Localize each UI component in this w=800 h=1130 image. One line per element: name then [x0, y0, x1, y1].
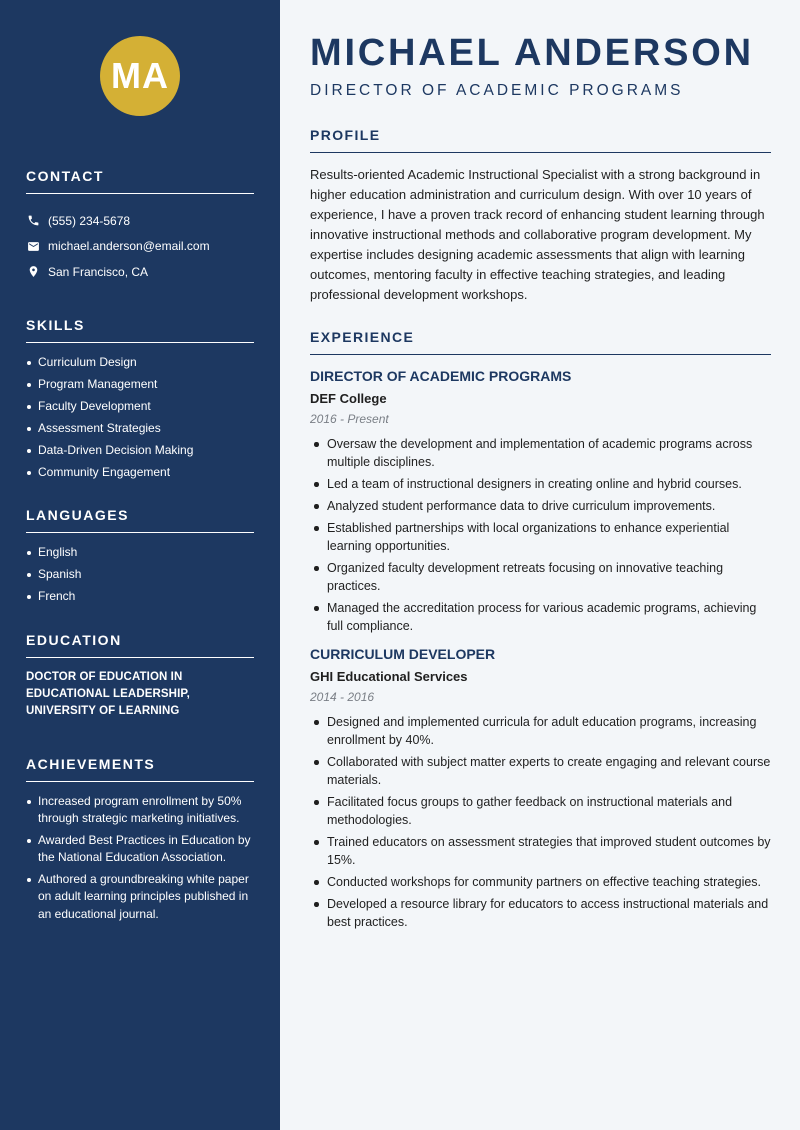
- location-pin-icon: [26, 265, 40, 279]
- education-line: EDUCATIONAL LEADERSHIP,: [26, 687, 190, 700]
- job-bullet: Facilitated focus groups to gather feedback on instructional materials and methodologies.: [310, 793, 771, 829]
- contact-email-text[interactable]: michael.anderson@email.com: [48, 239, 210, 254]
- language-item: Spanish: [26, 566, 254, 584]
- languages-section: [26, 507, 254, 606]
- phone-icon: [26, 214, 40, 228]
- job-bullet: Organized faculty development retreats focusing on innovative teaching practices.: [310, 559, 771, 595]
- contact-phone: [26, 208, 254, 234]
- job-bullet: Oversaw the development and implementation of academic programs across multiple disciplines.: [310, 435, 771, 471]
- job-bullet: Conducted workshops for community partners on effective teaching strategies.: [310, 873, 771, 891]
- language-item: English: [26, 544, 254, 562]
- skills-heading: SKILLS: [26, 317, 254, 343]
- contact-email: [26, 234, 254, 260]
- avatar-initials: MA: [111, 55, 169, 96]
- education-section: [26, 632, 254, 720]
- contact-location: [26, 259, 254, 285]
- achievement-item: Increased program enrollment by 50% through strategic marketing initiatives.: [26, 793, 254, 828]
- skill-item: Program Management: [26, 376, 254, 394]
- email-icon: [26, 239, 40, 253]
- profile-text: Results-oriented Academic Instructional Specialist with a strong background in higher education administration and curriculum design. With over 10 years of experience, I have a proven track record of enhancing student learning through innovative instructional methods and collaborative program development. My expertise includes designing academic assessments that align with learning outcomes, mentoring faculty in effective teaching strategies, and leading professional development workshops.: [310, 167, 765, 302]
- job-bullets: [310, 713, 771, 931]
- achievement-item: Awarded Best Practices in Education by the National Education Association.: [26, 832, 254, 867]
- job-bullet: Led a team of instructional designers in creating online and hybrid courses.: [310, 475, 771, 493]
- job-bullet: Collaborated with subject matter experts to create engaging and relevant course materials.: [310, 753, 771, 789]
- achievements-heading: ACHIEVEMENTS: [26, 756, 254, 782]
- job-bullet: Trained educators on assessment strategies that improved student outcomes by 15%.: [310, 833, 771, 869]
- job-role: CURRICULUM DEVELOPER: [310, 646, 496, 662]
- education-heading: EDUCATION: [26, 632, 254, 658]
- contact-list: [26, 208, 254, 285]
- achievements-list: [26, 793, 254, 924]
- job-bullet: Designed and implemented curricula for adult education programs, increasing enrollment by 40%.: [310, 713, 771, 749]
- sidebar: [0, 0, 280, 1130]
- job-entry: [310, 367, 771, 635]
- skills-section: [26, 317, 254, 482]
- avatar: [100, 36, 180, 116]
- job-company: GHI Educational Services: [310, 669, 468, 684]
- profile-section: [310, 127, 771, 305]
- contact-phone-text[interactable]: (555) 234-5678: [48, 213, 131, 228]
- job-role: DIRECTOR OF ACADEMIC PROGRAMS: [310, 368, 572, 384]
- job-dates: 2016 - Present: [310, 412, 389, 426]
- skill-item: Faculty Development: [26, 398, 254, 416]
- job-entry: [310, 645, 771, 931]
- job-bullets: [310, 435, 771, 635]
- skill-item: Assessment Strategies: [26, 420, 254, 438]
- job-bullet: Developed a resource library for educators to access instructional materials and best practices.: [310, 895, 771, 931]
- contact-section: [26, 168, 254, 285]
- job-bullet: Managed the accreditation process for various academic programs, achieving full compliance.: [310, 599, 771, 635]
- candidate-name: MICHAEL ANDERSON: [310, 32, 754, 74]
- skill-item: Community Engagement: [26, 464, 254, 482]
- achievements-section: [26, 756, 254, 924]
- experience-heading: EXPERIENCE: [310, 329, 771, 355]
- job-bullet: Analyzed student performance data to drive curriculum improvements.: [310, 497, 771, 515]
- education-line: UNIVERSITY OF LEARNING: [26, 704, 180, 717]
- language-item: French: [26, 588, 254, 606]
- languages-heading: LANGUAGES: [26, 507, 254, 533]
- job-bullet: Established partnerships with local organizations to enhance experiential learning opportunities.: [310, 519, 771, 555]
- profile-heading: PROFILE: [310, 127, 771, 153]
- skill-item: Curriculum Design: [26, 354, 254, 372]
- languages-list: [26, 544, 254, 606]
- contact-heading: CONTACT: [26, 168, 254, 194]
- skill-item: Data-Driven Decision Making: [26, 442, 254, 460]
- education-degree: [26, 669, 254, 720]
- job-dates: 2014 - 2016: [310, 690, 375, 704]
- job-company: DEF College: [310, 391, 387, 406]
- skills-list: [26, 354, 254, 482]
- achievement-item: Authored a groundbreaking white paper on adult learning principles published in an educational journal.: [26, 871, 254, 924]
- education-line: DOCTOR OF EDUCATION IN: [26, 670, 183, 683]
- contact-location-text: San Francisco, CA: [48, 264, 149, 279]
- main-content: [280, 0, 800, 1130]
- experience-section: [310, 329, 771, 931]
- candidate-title: DIRECTOR OF ACADEMIC PROGRAMS: [310, 82, 684, 99]
